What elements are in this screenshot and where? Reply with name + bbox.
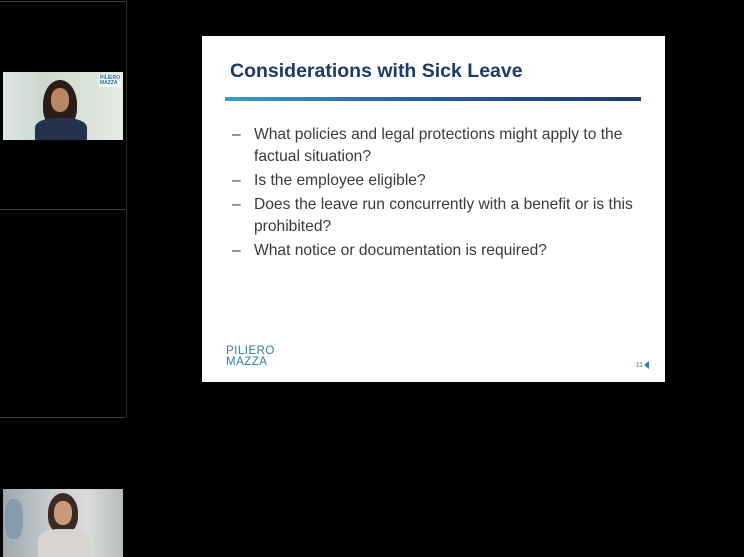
participant-panel [0, 0, 127, 418]
participant-video[interactable] [3, 489, 123, 557]
logo-line2: MAZZA [226, 356, 268, 368]
bullet-dash: – [232, 242, 241, 259]
presentation-slide [202, 36, 665, 382]
participant-video[interactable] [3, 72, 123, 140]
bullet-text: What policies and legal protections might apply to the factual situation? [254, 126, 623, 165]
bullet-item [232, 170, 652, 192]
company-logo [226, 346, 275, 368]
participant-body [35, 118, 87, 140]
bullet-item [232, 240, 652, 262]
video-logo-line1: PILIERO [99, 75, 120, 81]
bullet-dash: – [232, 196, 241, 213]
bullet-text: Does the leave run concurrently with a benefit or is this prohibited? [254, 196, 633, 235]
bullet-text: What notice or documentation is required? [254, 242, 547, 259]
participant-tile[interactable] [0, 1, 125, 209]
slide-page-number: 11 [635, 362, 643, 369]
bullet-list [232, 124, 652, 264]
bullet-dash: – [232, 172, 241, 189]
bullet-dash: – [232, 126, 241, 143]
bullet-text: Is the employee eligible? [254, 172, 426, 189]
logo-line1: PILIERO [226, 345, 275, 357]
video-logo-line2: MAZZA [99, 80, 118, 86]
slide-title: Considerations with Sick Leave [230, 60, 523, 82]
page-marker-icon [644, 361, 649, 369]
participant-tile[interactable] [0, 209, 125, 418]
participant-face [51, 88, 69, 112]
video-logo [99, 75, 121, 87]
title-underline [225, 97, 641, 101]
background-plant [5, 499, 23, 539]
participant-face [54, 501, 72, 525]
bullet-item [232, 194, 652, 238]
bullet-item [232, 124, 652, 168]
participant-body [38, 529, 90, 557]
